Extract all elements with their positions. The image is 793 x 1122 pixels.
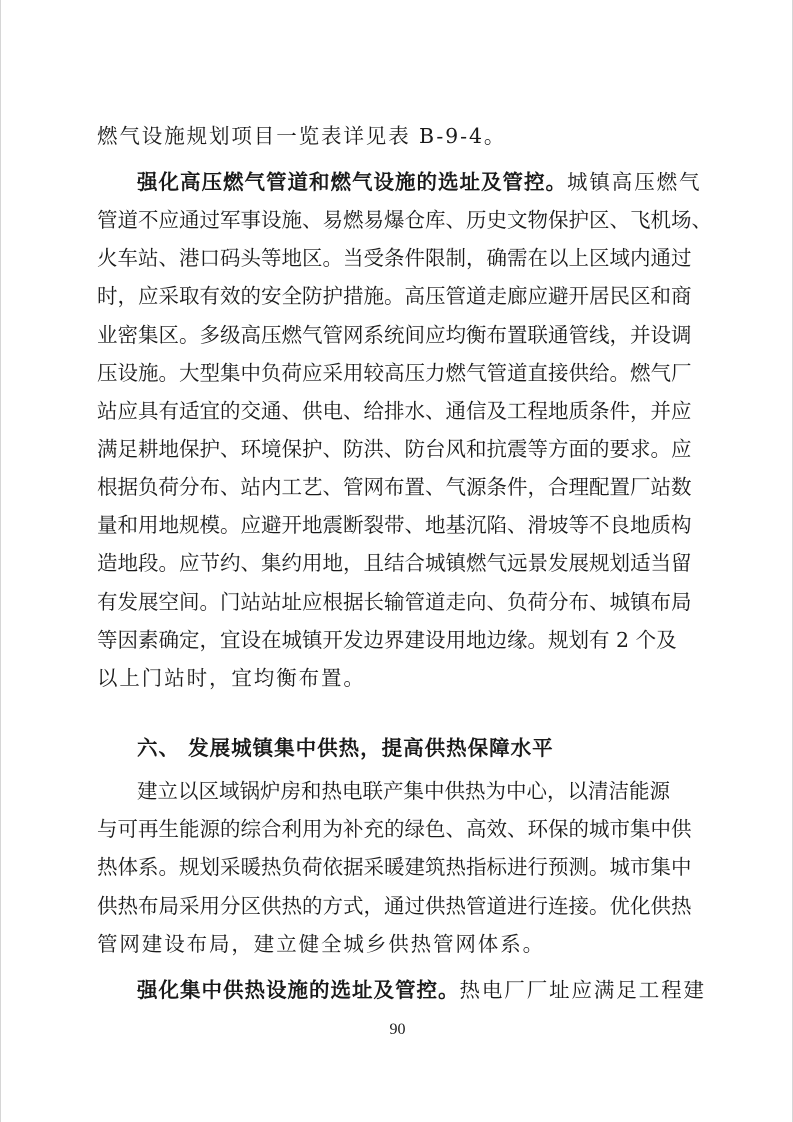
section-heading	[137, 733, 662, 763]
paragraph-line	[137, 975, 706, 1005]
section-heading-text: 六、 发展城镇集中供热，提高供热保障水平	[137, 736, 554, 760]
paragraph-line: 有发展空间。门站站址应根据长输管道走向、负荷分布、城镇布局	[97, 590, 692, 614]
paragraph-line: 量和用地规模。应避开地震断裂带、地基沉陷、滑坡等不良地质构	[97, 513, 692, 537]
paragraph-line: 根据负荷分布、站内工艺、管网布置、气源条件，合理配置厂站数	[97, 475, 692, 499]
paragraph-line: 燃气设施规划项目一览表详见表 B-9-4。	[97, 124, 507, 148]
paragraph-bold-lead: 强化高压燃气管道和燃气设施的选址及管控。	[137, 170, 567, 194]
paragraph-line	[137, 167, 702, 197]
paragraph-line: 时，应采取有效的安全防护措施。高压管道走廊应避开居民区和商	[97, 284, 692, 308]
paragraph-bold-lead: 强化集中供热设施的选址及管控。	[137, 978, 460, 1002]
paragraph-line: 站应具有适宜的交通、供电、给排水、通信及工程地质条件，并应	[97, 399, 692, 423]
paragraph-line: 火车站、港口码头等地区。当受条件限制，确需在以上区域内通过	[97, 246, 692, 270]
paragraph-line: 热体系。规划采暖热负荷依据采暖建筑热指标进行预测。城市集中	[97, 855, 692, 879]
paragraph-line: 管网建设布局，建立健全城乡供热管网体系。	[97, 932, 545, 956]
paragraph-line: 以上门站时，宜均衡布置。	[97, 666, 366, 690]
paragraph-line: 管道不应通过军事设施、易燃易爆仓库、历史文物保护区、飞机场、	[97, 208, 712, 232]
paragraph-line: 与可再生能源的综合利用为补充的绿色、高效、环保的城市集中供	[97, 817, 692, 841]
paragraph-line: 压设施。大型集中负荷应采用较高压力燃气管道直接供给。燃气厂	[97, 361, 692, 385]
paragraph-line: 建立以区域锅炉房和热电联产集中供热为中心，以清洁能源	[137, 779, 670, 803]
paragraph-text: 城镇高压燃气	[567, 170, 702, 194]
paragraph-line: 满足耕地保护、环境保护、防洪、防台风和抗震等方面的要求。应	[97, 437, 692, 461]
paragraph-line: 供热布局采用分区供热的方式，通过供热管道进行连接。优化供热	[97, 894, 692, 918]
page-number: 90	[389, 1021, 406, 1038]
paragraph-line: 业密集区。多级高压燃气管网系统间应均衡布置联通管线，并设调	[97, 323, 692, 347]
paragraph-text: 热电厂厂址应满足工程建	[459, 978, 706, 1002]
paragraph-line: 造地段。应节约、集约用地，且结合城镇燃气远景发展规划适当留	[97, 551, 692, 575]
paragraph-line: 等因素确定，宜设在城镇开发边界建设用地边缘。规划有 2 个及	[97, 628, 677, 652]
